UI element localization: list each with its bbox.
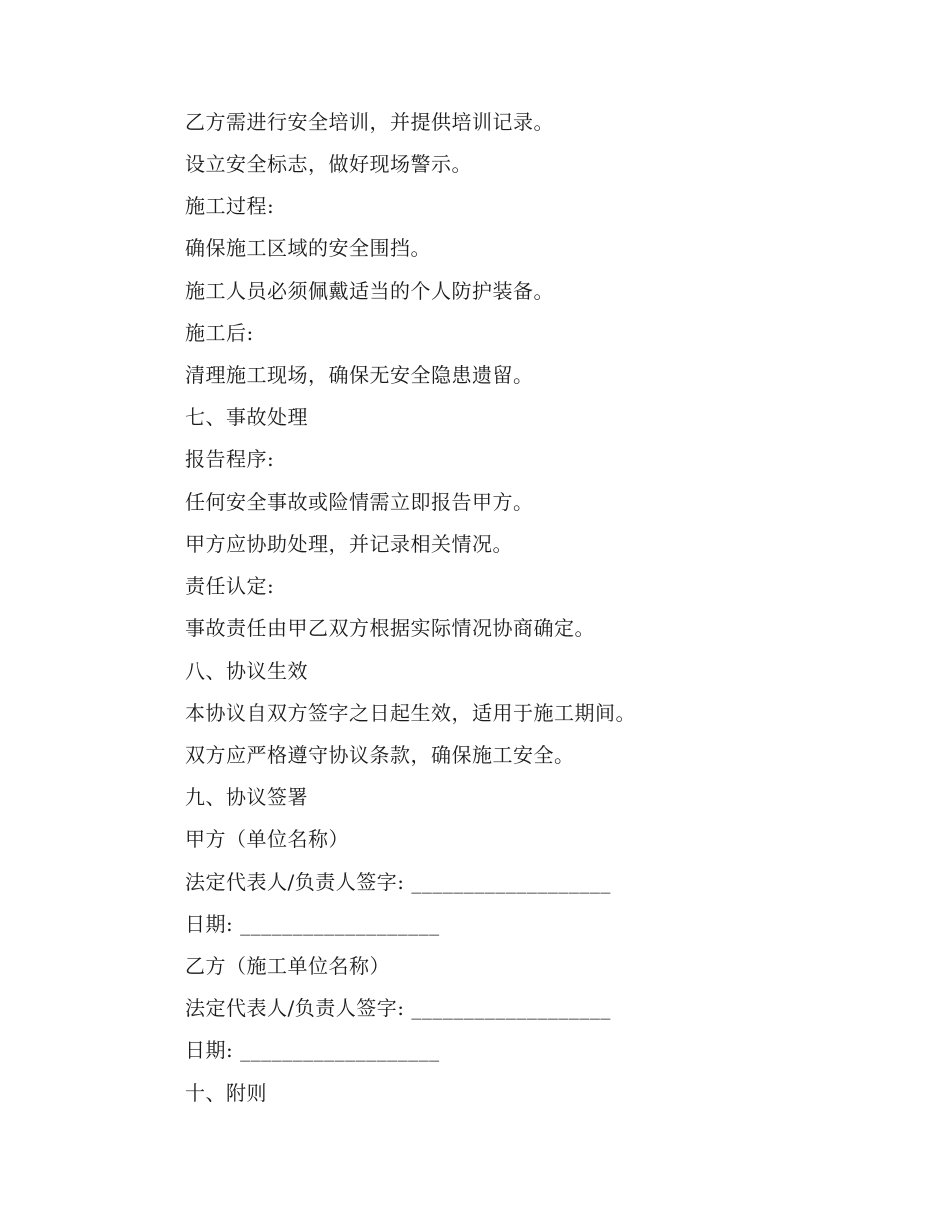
party-b-signature-line: 法定代表人/负责人签字: ___________________ (185, 996, 611, 1020)
subheading: 责任认定: (185, 574, 275, 598)
paragraph: 双方应严格遵守协议条款，确保施工安全。 (185, 743, 575, 767)
section-heading: 八、协议生效 (185, 659, 308, 683)
paragraph: 确保施工区域的安全围挡。 (185, 236, 431, 260)
party-b-name: 乙方（施工单位名称） (185, 954, 390, 978)
paragraph: 本协议自双方签字之日起生效，适用于施工期间。 (185, 701, 636, 725)
party-b-date-line: 日期: ___________________ (185, 1038, 440, 1062)
party-a-signature-line: 法定代表人/负责人签字: ___________________ (185, 870, 611, 894)
party-a-name: 甲方（单位名称） (185, 827, 349, 851)
paragraph: 清理施工现场，确保无安全隐患遗留。 (185, 363, 534, 387)
section-heading: 九、协议签署 (185, 785, 308, 809)
subheading: 报告程序: (185, 447, 275, 471)
paragraph: 乙方需进行安全培训，并提供培训记录。 (185, 110, 554, 134)
paragraph: 设立安全标志，做好现场警示。 (185, 152, 472, 176)
paragraph: 事故责任由甲乙双方根据实际情况协商确定。 (185, 616, 595, 640)
subheading: 施工过程: (185, 194, 275, 218)
paragraph: 甲方应协助处理，并记录相关情况。 (185, 532, 513, 556)
party-a-date-line: 日期: ___________________ (185, 912, 440, 936)
paragraph: 任何安全事故或险情需立即报告甲方。 (185, 490, 534, 514)
section-heading: 七、事故处理 (185, 405, 308, 429)
paragraph: 施工人员必须佩戴适当的个人防护装备。 (185, 279, 554, 303)
section-heading: 十、附则 (185, 1081, 267, 1105)
subheading: 施工后: (185, 321, 254, 345)
